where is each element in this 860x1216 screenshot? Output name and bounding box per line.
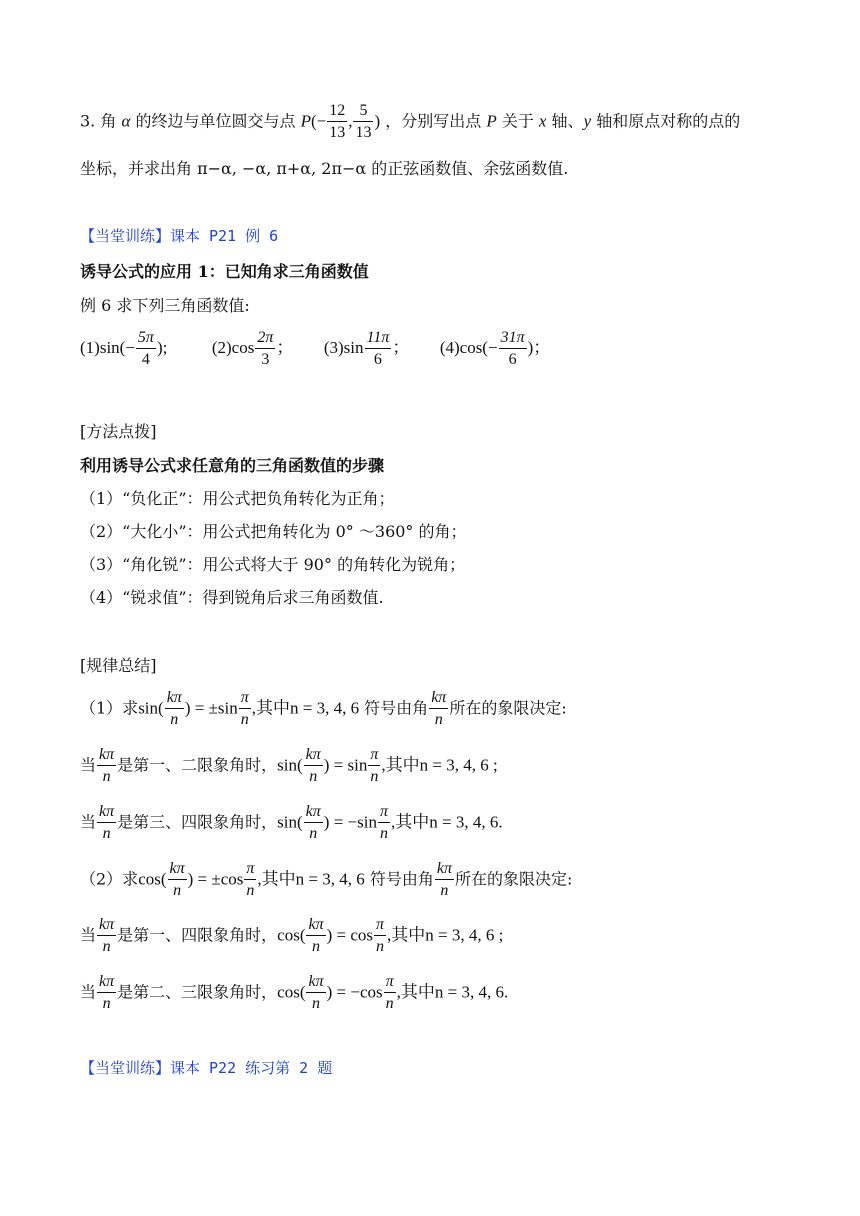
denominator: n xyxy=(374,935,386,955)
fraction-pi-n xyxy=(374,917,386,955)
problem-text: 的终边与单位圆交与点 xyxy=(130,111,301,131)
method-step-3: （3）“角化锐”：用公式将大于 90° 的角转化为锐角； xyxy=(80,555,466,574)
equals-cos: ) = cos xyxy=(326,925,374,945)
fraction-k-pi-n xyxy=(435,861,454,899)
case-text: 是第三、四限象角时， xyxy=(117,812,278,832)
rule-prefix: （2）求 xyxy=(80,869,139,889)
fraction-k-pi-n xyxy=(304,804,323,842)
numerator: π xyxy=(370,746,379,763)
method-step-1: （1）“负化正”：用公式把负角转化为正角； xyxy=(80,489,395,508)
numerator: π xyxy=(385,973,394,990)
item-prefix: (1)sin(− xyxy=(80,337,135,357)
problem-text: 轴、 xyxy=(546,111,584,131)
sin-open: sin( xyxy=(277,755,303,775)
point-p: P xyxy=(486,111,497,131)
fraction-k-pi-n xyxy=(97,804,116,842)
denominator: n xyxy=(306,935,325,955)
denominator: n xyxy=(97,765,116,785)
fraction-pi-n xyxy=(368,747,380,785)
cos-rule xyxy=(80,861,572,899)
fraction-k-pi-n xyxy=(306,974,325,1012)
rule-tail: 所在的象限决定: xyxy=(449,698,567,718)
denominator: n xyxy=(165,708,184,728)
denominator: n xyxy=(304,822,323,842)
item-suffix: ); xyxy=(156,337,168,357)
item-prefix: (2)cos xyxy=(211,337,255,357)
denominator: n xyxy=(429,708,448,728)
numerator: kπ xyxy=(308,916,324,933)
fraction-pi-n xyxy=(239,690,251,728)
paren: ( xyxy=(310,111,317,131)
fraction-pi-n xyxy=(244,861,256,899)
sin-rule xyxy=(80,690,567,728)
where-n-values: ,其中n = 3, 4, 6 xyxy=(257,869,365,889)
case-text: 是第二、三限象角时， xyxy=(117,982,278,1002)
sin-open: sin( xyxy=(138,698,164,718)
sin-open: sin( xyxy=(277,812,303,832)
paren: ) xyxy=(374,111,381,131)
fraction-k-pi-n xyxy=(306,917,325,955)
summary-heading: [规律总结] xyxy=(80,656,157,675)
point-p: P xyxy=(300,111,311,131)
denominator: 6 xyxy=(365,348,392,368)
cos-open: cos( xyxy=(277,925,306,945)
denominator: n xyxy=(304,765,323,785)
numerator: kπ xyxy=(166,689,182,706)
numerator: π xyxy=(376,916,385,933)
denominator: 3 xyxy=(255,348,275,368)
problem-3-line-1 xyxy=(80,103,740,141)
denominator: 4 xyxy=(136,348,156,368)
problem-text: 3. 角 xyxy=(80,111,122,131)
case-end: ; xyxy=(494,925,504,945)
where-n-values: ,其中n = 3, 4, 6 xyxy=(396,982,504,1002)
problem-3-line-2: 坐标，并求出角 π−α, −α, π+α, 2π−α 的正弦函数值、余弦函数值. xyxy=(80,159,569,178)
method-heading: [方法点拨] xyxy=(80,422,157,441)
fraction-12-13 xyxy=(327,103,347,141)
denominator: n xyxy=(97,935,116,955)
denominator: n xyxy=(368,765,380,785)
x-variable: x xyxy=(538,111,547,131)
denominator: n xyxy=(244,879,256,899)
numerator: kπ xyxy=(99,973,115,990)
numerator: kπ xyxy=(99,746,115,763)
numerator: kπ xyxy=(99,916,115,933)
problem-text: ，分别写出点 xyxy=(380,111,487,131)
numerator: kπ xyxy=(305,803,321,820)
fraction xyxy=(499,330,527,368)
item-prefix: (4)cos(− xyxy=(439,337,498,357)
fraction-5-13 xyxy=(353,103,373,141)
denominator: n xyxy=(378,822,390,842)
denominator: n xyxy=(435,879,454,899)
case-prefix: 当 xyxy=(80,982,97,1002)
training-label-p22: 【当堂训练】课本 P22 练习第 2 题 xyxy=(80,1059,333,1077)
case-end: . xyxy=(503,982,509,1002)
fraction-k-pi-n xyxy=(97,974,116,1012)
denominator: n xyxy=(97,822,116,842)
numerator: kπ xyxy=(169,860,185,877)
denominator: n xyxy=(168,879,187,899)
example-6-items xyxy=(80,330,550,368)
denominator: n xyxy=(384,992,396,1012)
numerator: π xyxy=(240,689,249,706)
denominator: n xyxy=(239,708,251,728)
fraction-k-pi-n xyxy=(97,747,116,785)
rule-tail: 符号由角 xyxy=(359,698,429,718)
comma: , xyxy=(348,111,353,131)
numerator: 2π xyxy=(257,329,274,346)
cos-open: cos( xyxy=(277,982,306,1002)
problem-text: 关于 xyxy=(496,111,539,131)
item-prefix: (3)sin xyxy=(323,337,364,357)
numerator: 12 xyxy=(329,102,346,119)
denominator: n xyxy=(306,992,325,1012)
case-end: ; xyxy=(488,755,498,775)
case-text: 是第一、四限象角时， xyxy=(117,925,278,945)
equals-neg-sin: ) = −sin xyxy=(323,812,377,832)
numerator: 11π xyxy=(366,329,390,346)
rule-tail: 所在的象限决定: xyxy=(454,869,573,889)
alpha-symbol: α xyxy=(121,111,131,131)
where-n-values: ,其中n = 3, 4, 6 xyxy=(387,925,495,945)
case-prefix: 当 xyxy=(80,812,97,832)
where-n-values: ,其中n = 3, 4, 6 xyxy=(381,755,489,775)
rule-tail: 符号由角 xyxy=(364,869,434,889)
fraction-k-pi-n xyxy=(304,747,323,785)
example-6-intro: 例 6 求下列三角函数值: xyxy=(80,296,250,315)
fraction-k-pi-n xyxy=(97,917,116,955)
denominator: 6 xyxy=(499,348,527,368)
cos-open: cos( xyxy=(138,869,167,889)
case-prefix: 当 xyxy=(80,755,97,775)
numerator: π xyxy=(379,803,388,820)
equals-sin: ) = sin xyxy=(323,755,368,775)
method-step-2: （2）“大化小”：用公式把角转化为 0° ～360° 的角； xyxy=(80,522,467,541)
fraction xyxy=(365,330,392,368)
numerator: kπ xyxy=(305,746,321,763)
fraction-k-pi-n xyxy=(429,690,448,728)
equals-pm-sin: ) = ±sin xyxy=(184,698,238,718)
problem-text: 轴和原点对称的点的 xyxy=(591,111,741,131)
numerator: 31π xyxy=(500,329,525,346)
numerator: kπ xyxy=(431,689,447,706)
denominator: 13 xyxy=(353,121,373,141)
denominator: 13 xyxy=(327,121,347,141)
equals-pm-cos: ) = ±cos xyxy=(187,869,244,889)
numerator: kπ xyxy=(436,860,452,877)
where-n-values: ,其中n = 3, 4, 6 xyxy=(251,698,360,718)
numerator: kπ xyxy=(308,973,324,990)
y-variable: y xyxy=(583,111,592,131)
cos-case-2 xyxy=(80,974,508,1012)
item-suffix: ； xyxy=(276,337,294,357)
numerator: 5 xyxy=(359,102,368,119)
case-text: 是第一、二限象角时， xyxy=(117,755,278,775)
training-label-p21: 【当堂训练】课本 P21 例 6 xyxy=(80,227,279,245)
item-suffix: ； xyxy=(392,337,410,357)
numerator: π xyxy=(246,860,255,877)
denominator: n xyxy=(97,992,116,1012)
fraction-pi-n xyxy=(384,974,396,1012)
numerator: kπ xyxy=(99,803,115,820)
fraction-k-pi-n xyxy=(165,690,184,728)
section-title-application: 诱导公式的应用 1：已知角求三角函数值 xyxy=(80,262,369,281)
item-suffix: )； xyxy=(527,337,551,357)
rule-prefix: （1）求 xyxy=(80,698,139,718)
fraction xyxy=(136,330,156,368)
method-step-4: （4）“锐求值”：得到锐角后求三角函数值. xyxy=(80,588,384,607)
sin-case-2 xyxy=(80,804,503,842)
minus-sign: − xyxy=(316,111,327,131)
case-prefix: 当 xyxy=(80,925,97,945)
fraction-pi-n xyxy=(378,804,390,842)
fraction-k-pi-n xyxy=(168,861,187,899)
numerator: 5π xyxy=(137,329,154,346)
cos-case-1 xyxy=(80,917,503,955)
where-n-values: ,其中n = 3, 4, 6 xyxy=(390,812,499,832)
case-end: . xyxy=(498,812,503,832)
sin-case-1 xyxy=(80,747,498,785)
method-title: 利用诱导公式求任意角的三角函数值的步骤 xyxy=(80,456,385,475)
fraction xyxy=(255,330,275,368)
equals-neg-cos: ) = −cos xyxy=(326,982,383,1002)
